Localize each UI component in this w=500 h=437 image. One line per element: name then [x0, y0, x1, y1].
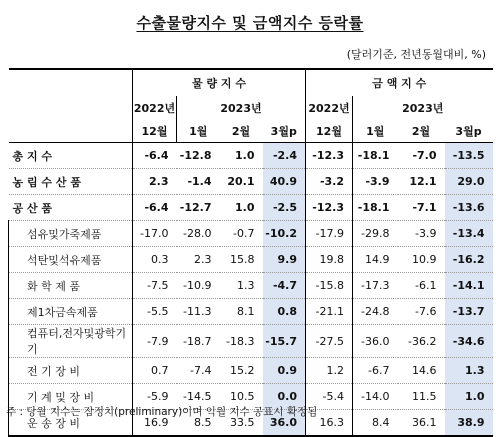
value-cell: -14.0 [353, 384, 398, 410]
value-cell: -13.6 [445, 195, 493, 221]
value-cell: -17.9 [306, 221, 353, 247]
value-cell: 15.8 [220, 247, 263, 273]
value-cell: -7.4 [177, 358, 220, 384]
value-cell: -5.9 [133, 384, 177, 410]
value-cell: -4.7 [263, 273, 306, 299]
value-cell: -18.3 [220, 325, 263, 358]
value-cell: -12.7 [177, 195, 220, 221]
table-row [9, 325, 493, 358]
value-cell: -7.9 [133, 325, 177, 358]
row-label: 기 계 및 장 비 [9, 384, 133, 410]
value-cell: -27.5 [306, 325, 353, 358]
value-cell: -12.3 [306, 143, 353, 169]
value-cell: -18.1 [353, 143, 398, 169]
value-cell: -36.2 [398, 325, 445, 358]
value-cell: 0.3 [133, 247, 177, 273]
value-cell: 1.0 [220, 143, 263, 169]
value-cell: -15.8 [306, 273, 353, 299]
row-label: 총 지 수 [9, 143, 133, 169]
value-cell: 1.0 [220, 195, 263, 221]
value-cell: -0.7 [220, 221, 263, 247]
value-cell: -7.0 [398, 143, 445, 169]
value-cell: 38.9 [445, 410, 493, 437]
unit-note: (달러기준, 전년동월대비, %) [346, 48, 486, 61]
table-row [9, 299, 493, 325]
header-month: 12월 [133, 120, 177, 143]
value-cell: 36.0 [263, 410, 306, 437]
value-cell: 0.0 [263, 384, 306, 410]
value-cell: -29.8 [353, 221, 398, 247]
value-cell: -16.2 [445, 247, 493, 273]
value-cell: 33.5 [220, 410, 263, 437]
header-month: 3월p [263, 120, 306, 143]
header-corner [9, 69, 133, 143]
header-month: 2월 [231, 125, 251, 138]
value-cell: 12.1 [398, 169, 445, 195]
table-row [9, 247, 493, 273]
value-cell: -7.1 [398, 195, 445, 221]
header-year: 2022년 [306, 96, 353, 120]
value-cell: -21.1 [306, 299, 353, 325]
value-cell: 8.1 [220, 299, 263, 325]
header-month: 3월p [455, 125, 482, 138]
value-cell: -10.9 [177, 273, 220, 299]
value-cell: 29.0 [445, 169, 493, 195]
value-cell: -34.6 [445, 325, 493, 358]
value-cell: -2.5 [263, 195, 306, 221]
value-cell: -36.0 [353, 325, 398, 358]
row-label: 컴퓨터,전자및광학기 기 [9, 325, 133, 358]
value-cell: 14.9 [353, 247, 398, 273]
value-cell: -6.4 [133, 195, 177, 221]
value-cell: -5.4 [306, 384, 353, 410]
value-cell: 2.3 [133, 169, 177, 195]
value-cell: -11.3 [177, 299, 220, 325]
value-cell: 1.0 [445, 384, 493, 410]
value-cell: -7.6 [398, 299, 445, 325]
value-cell: 8.5 [177, 410, 220, 437]
value-cell: -1.4 [177, 169, 220, 195]
row-label: 섬유및가죽제품 [9, 221, 133, 247]
value-cell: 16.9 [133, 410, 177, 437]
header-month: 2월 [411, 125, 431, 138]
value-cell: -6.1 [398, 273, 445, 299]
value-cell: -28.0 [177, 221, 220, 247]
table-row [9, 273, 493, 299]
value-cell: 40.9 [263, 169, 306, 195]
value-cell: -15.7 [263, 325, 306, 358]
value-cell: -6.4 [133, 143, 177, 169]
value-cell: 19.8 [306, 247, 353, 273]
value-cell: -12.8 [177, 143, 220, 169]
value-cell: 16.3 [306, 410, 353, 437]
value-cell: 20.1 [220, 169, 263, 195]
value-cell: -7.5 [133, 273, 177, 299]
row-label: 운 송 장 비 [9, 410, 133, 437]
value-cell: 8.4 [353, 410, 398, 437]
value-cell: -17.3 [353, 273, 398, 299]
table-row [9, 358, 493, 384]
value-cell: -12.3 [306, 195, 353, 221]
value-cell: 10.9 [398, 247, 445, 273]
row-label: 농 림 수 산 품 [9, 169, 133, 195]
value-cell: -5.5 [133, 299, 177, 325]
value-cell: -13.7 [445, 299, 493, 325]
row-label: 공 산 품 [9, 195, 133, 221]
value-cell: 9.9 [263, 247, 306, 273]
value-cell: 0.7 [133, 358, 177, 384]
row-label: 화 학 제 품 [9, 273, 133, 299]
header-year: 2022년 [133, 96, 177, 120]
value-cell: 36.1 [398, 410, 445, 437]
row-label: 제1차금속제품 [9, 299, 133, 325]
value-cell: -3.2 [306, 169, 353, 195]
value-cell: -6.7 [353, 358, 398, 384]
value-cell: -13.5 [445, 143, 493, 169]
value-cell: 1.3 [445, 358, 493, 384]
value-cell: -3.9 [398, 221, 445, 247]
value-cell: -18.1 [353, 195, 398, 221]
row-label: 석탄및석유제품 [9, 247, 133, 273]
header-value: 금 액 지 수 [372, 77, 427, 90]
value-cell: -24.8 [353, 299, 398, 325]
value-cell: -14.5 [177, 384, 220, 410]
value-cell: 1.3 [220, 273, 263, 299]
table-row [9, 143, 493, 169]
value-cell: 0.8 [263, 299, 306, 325]
value-cell: 2.3 [177, 247, 220, 273]
value-cell: -17.0 [133, 221, 177, 247]
value-cell: -10.2 [263, 221, 306, 247]
value-cell: -18.7 [177, 325, 220, 358]
header-month: 12월 [306, 120, 353, 143]
index-table [8, 68, 493, 437]
footnote: 주 : 당월 지수는 잠정치(preliminary)이며 익월 지수 공표시 확정됨 [6, 406, 318, 418]
value-cell: -3.9 [353, 169, 398, 195]
value-cell: 14.6 [398, 358, 445, 384]
value-cell: -13.4 [445, 221, 493, 247]
table-row [9, 221, 493, 247]
header-year: 2023년 [402, 102, 444, 115]
value-cell: 10.5 [220, 384, 263, 410]
value-cell: 11.5 [398, 384, 445, 410]
table-row [9, 195, 493, 221]
value-cell: 1.2 [306, 358, 353, 384]
header-volume: 물 량 지 수 [133, 69, 306, 96]
row-label: 전 기 장 비 [9, 358, 133, 384]
header-month: 1월 [189, 125, 208, 138]
value-cell: 15.2 [220, 358, 263, 384]
table-row [9, 169, 493, 195]
header-month: 1월 [366, 125, 385, 138]
header-year: 2023년 [177, 96, 306, 120]
value-cell: 0.9 [263, 358, 306, 384]
value-cell: -14.1 [445, 273, 493, 299]
value-cell: -2.4 [263, 143, 306, 169]
header-row-groups [9, 69, 493, 96]
table-title: 수출물량지수 및 금액지수 등락률 [136, 14, 364, 32]
